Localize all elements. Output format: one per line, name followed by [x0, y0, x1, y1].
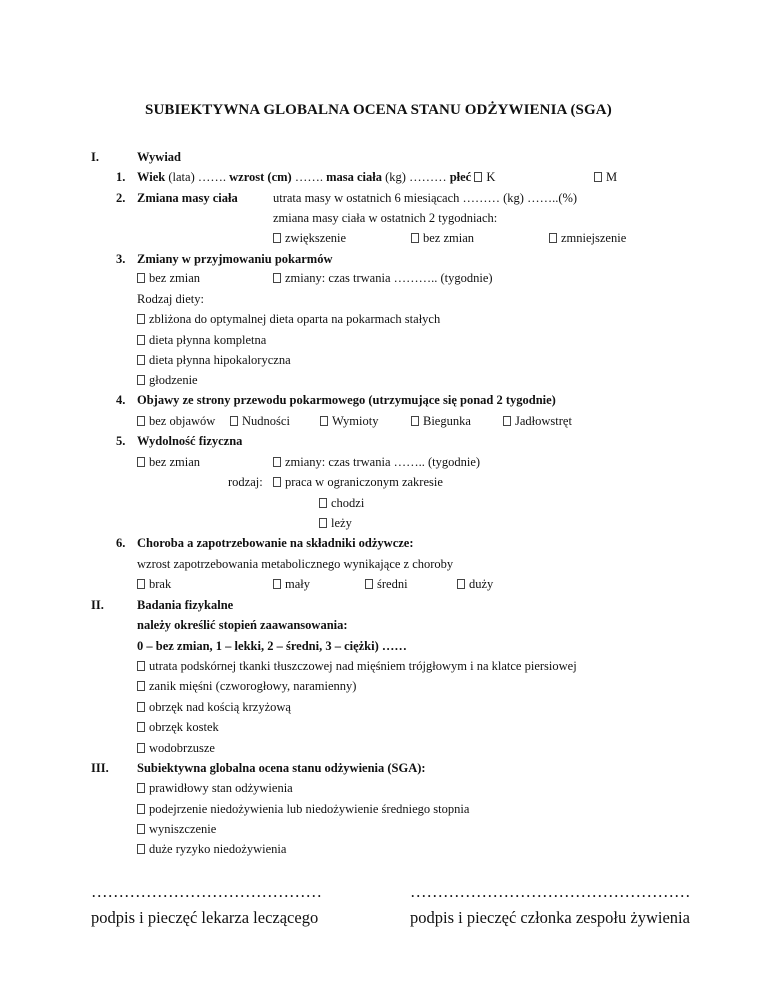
section-1-title: Wywiad — [137, 150, 181, 164]
intake-no-change-checkbox[interactable] — [137, 273, 145, 283]
item-6-number: 6. — [116, 536, 126, 550]
sex-m-checkbox[interactable] — [594, 172, 602, 182]
exam-item: obrzęk kostek — [137, 720, 219, 735]
gi-symptom-checkbox[interactable] — [411, 416, 419, 426]
diet-checkbox[interactable] — [137, 335, 145, 345]
doctor-signature-line[interactable]: …………………………………… — [91, 882, 322, 901]
team-signature-label: podpis i pieczęć członka zespołu żywienia — [410, 908, 690, 927]
gi-symptom-option: bez objawów — [137, 414, 215, 429]
exam-checkbox[interactable] — [137, 661, 145, 671]
capacity-changes-checkbox[interactable] — [273, 457, 281, 467]
metabolic-demand-desc: wzrost zapotrzebowania metabolicznego wynikające z choroby — [137, 557, 454, 571]
item-2-number: 2. — [116, 191, 126, 205]
exam-item: utrata podskórnej tkanki tłuszczowej nad mięśniem trójgłowym i na klatce piersiowej — [137, 659, 577, 674]
gi-symptom-checkbox[interactable] — [320, 416, 328, 426]
weight-loss-6m-line: utrata masy w ostatnich 6 miesiącach ……… (kg) ……..(%) — [273, 191, 578, 205]
intake-changes-label: zmiany: czas trwania ……….. (tygodnie) — [285, 271, 493, 285]
demand-checkbox[interactable] — [365, 579, 373, 589]
capacity-type-checkbox[interactable] — [319, 518, 327, 528]
sga-result-checkbox[interactable] — [137, 783, 145, 793]
exam-item: obrzęk nad kością krzyżową — [137, 700, 291, 715]
sex-m-label: M — [606, 170, 618, 184]
capacity-no-change-option: bez zmian — [137, 455, 200, 470]
item-5-label: Wydolność fizyczna — [137, 434, 243, 448]
item-6-label: Choroba a zapotrzebowanie na składniki odżywcze: — [137, 536, 414, 550]
diet-option: głodzenie — [137, 373, 198, 388]
exam-checkbox[interactable] — [137, 681, 145, 691]
sex-k-checkbox[interactable] — [474, 172, 482, 182]
weight-change-decrease-option — [549, 231, 626, 246]
sga-result-option: wyniszczenie — [137, 822, 216, 837]
capacity-type-checkbox[interactable] — [273, 477, 281, 487]
capacity-no-change-checkbox[interactable] — [137, 457, 145, 467]
demand-option: mały — [273, 577, 310, 592]
weight-label: masa ciała — [326, 170, 382, 184]
capacity-type-checkbox[interactable] — [319, 498, 327, 508]
gi-symptom-option: Nudności — [230, 414, 290, 429]
gi-symptom-checkbox[interactable] — [137, 416, 145, 426]
diet-checkbox[interactable] — [137, 375, 145, 385]
intake-changes-option — [273, 271, 493, 286]
gi-symptom-option: Biegunka — [411, 414, 471, 429]
gi-symptom-checkbox[interactable] — [230, 416, 238, 426]
age-label: Wiek — [137, 170, 166, 184]
item-2-label: Zmiana masy ciała — [137, 191, 238, 205]
sga-result-checkbox[interactable] — [137, 804, 145, 814]
no-change-checkbox[interactable] — [411, 233, 419, 243]
diet-option: zbliżona do optymalnej dieta oparta na pokarmach stałych — [137, 312, 440, 327]
sex-m-option — [594, 170, 617, 185]
intake-no-change-label: bez zmian — [149, 271, 201, 285]
no-change-label: bez zmian — [423, 231, 475, 245]
diet-type-label: Rodzaj diety: — [137, 292, 204, 306]
sga-result-checkbox[interactable] — [137, 824, 145, 834]
item-3-number: 3. — [116, 252, 126, 266]
gi-symptom-option: Jadłowstręt — [503, 414, 572, 429]
diet-option: dieta płynna hipokaloryczna — [137, 353, 291, 368]
item-1-line — [137, 170, 495, 185]
diet-checkbox[interactable] — [137, 314, 145, 324]
doctor-signature-label: podpis i pieczęć lekarza leczącego — [91, 908, 319, 927]
section-3-title: Subiektywna globalna ocena stanu odżywienia (SGA): — [137, 761, 426, 775]
exam-checkbox[interactable] — [137, 702, 145, 712]
demand-checkbox[interactable] — [273, 579, 281, 589]
exam-item: zanik mięśni (czworogłowy, naramienny) — [137, 679, 356, 694]
item-3-label: Zmiany w przyjmowaniu pokarmów — [137, 252, 333, 266]
weight-change-none-option — [411, 231, 474, 246]
item-4-number: 4. — [116, 393, 126, 407]
capacity-type-option: leży — [319, 516, 352, 531]
demand-option: duży — [457, 577, 493, 592]
section-2-title: Badania fizykalne — [137, 598, 234, 612]
demand-option: średni — [365, 577, 408, 592]
increase-label: zwiększenie — [285, 231, 347, 245]
exam-checkbox[interactable] — [137, 722, 145, 732]
capacity-type-option: praca w ograniczonym zakresie — [273, 475, 443, 490]
section-2-number: II. — [91, 598, 104, 612]
diet-option: dieta płynna kompletna — [137, 333, 266, 348]
demand-option: brak — [137, 577, 171, 592]
weight-change-increase-option — [273, 231, 346, 246]
gi-symptom-checkbox[interactable] — [503, 416, 511, 426]
sex-label: płeć — [449, 170, 472, 184]
decrease-checkbox[interactable] — [549, 233, 557, 243]
section-2-scale: 0 – bez zmian, 1 – lekki, 2 – średni, 3 – ciężki) …… — [137, 639, 407, 653]
exam-checkbox[interactable] — [137, 743, 145, 753]
capacity-type-option: chodzi — [319, 496, 364, 511]
height-label: wzrost (cm) — [229, 170, 292, 184]
height-field[interactable]: ……. — [294, 170, 323, 184]
item-4-label: Objawy ze strony przewodu pokarmowego (utrzymujące się ponad 2 tygodnie) — [137, 393, 556, 407]
sga-result-checkbox[interactable] — [137, 844, 145, 854]
item-5-number: 5. — [116, 434, 126, 448]
item-1-number: 1. — [116, 170, 126, 184]
section-2-instruction: należy określić stopień zaawansowania: — [137, 618, 348, 632]
page-title: SUBIEKTYWNA GLOBALNA OCENA STANU ODŻYWIENIA (SGA) — [145, 102, 612, 118]
intake-changes-checkbox[interactable] — [273, 273, 281, 283]
weight-change-2w-label: zmiana masy ciała w ostatnich 2 tygodniach: — [273, 211, 498, 225]
gi-symptom-option: Wymioty — [320, 414, 378, 429]
exam-item: wodobrzusze — [137, 741, 215, 756]
sex-k-label: K — [486, 170, 496, 184]
decrease-label: zmniejszenie — [561, 231, 627, 245]
increase-checkbox[interactable] — [273, 233, 281, 243]
sga-result-option: prawidłowy stan odżywienia — [137, 781, 293, 796]
diet-checkbox[interactable] — [137, 355, 145, 365]
section-3-number: III. — [91, 761, 109, 775]
capacity-changes-option: zmiany: czas trwania …….. (tygodnie) — [273, 455, 480, 470]
capacity-type-label: rodzaj: — [228, 475, 263, 489]
weight-field[interactable]: (kg) ……… — [385, 170, 447, 184]
age-field[interactable]: (lata) ……. — [168, 170, 226, 184]
team-signature-line[interactable]: …………………………………………… — [410, 882, 691, 901]
demand-checkbox[interactable] — [137, 579, 145, 589]
sga-result-option: duże ryzyko niedożywienia — [137, 842, 286, 857]
sga-result-option: podejrzenie niedożywienia lub niedożywienie średniego stopnia — [137, 802, 469, 817]
section-1-number: I. — [91, 150, 99, 164]
intake-no-change-option — [137, 271, 200, 286]
demand-checkbox[interactable] — [457, 579, 465, 589]
